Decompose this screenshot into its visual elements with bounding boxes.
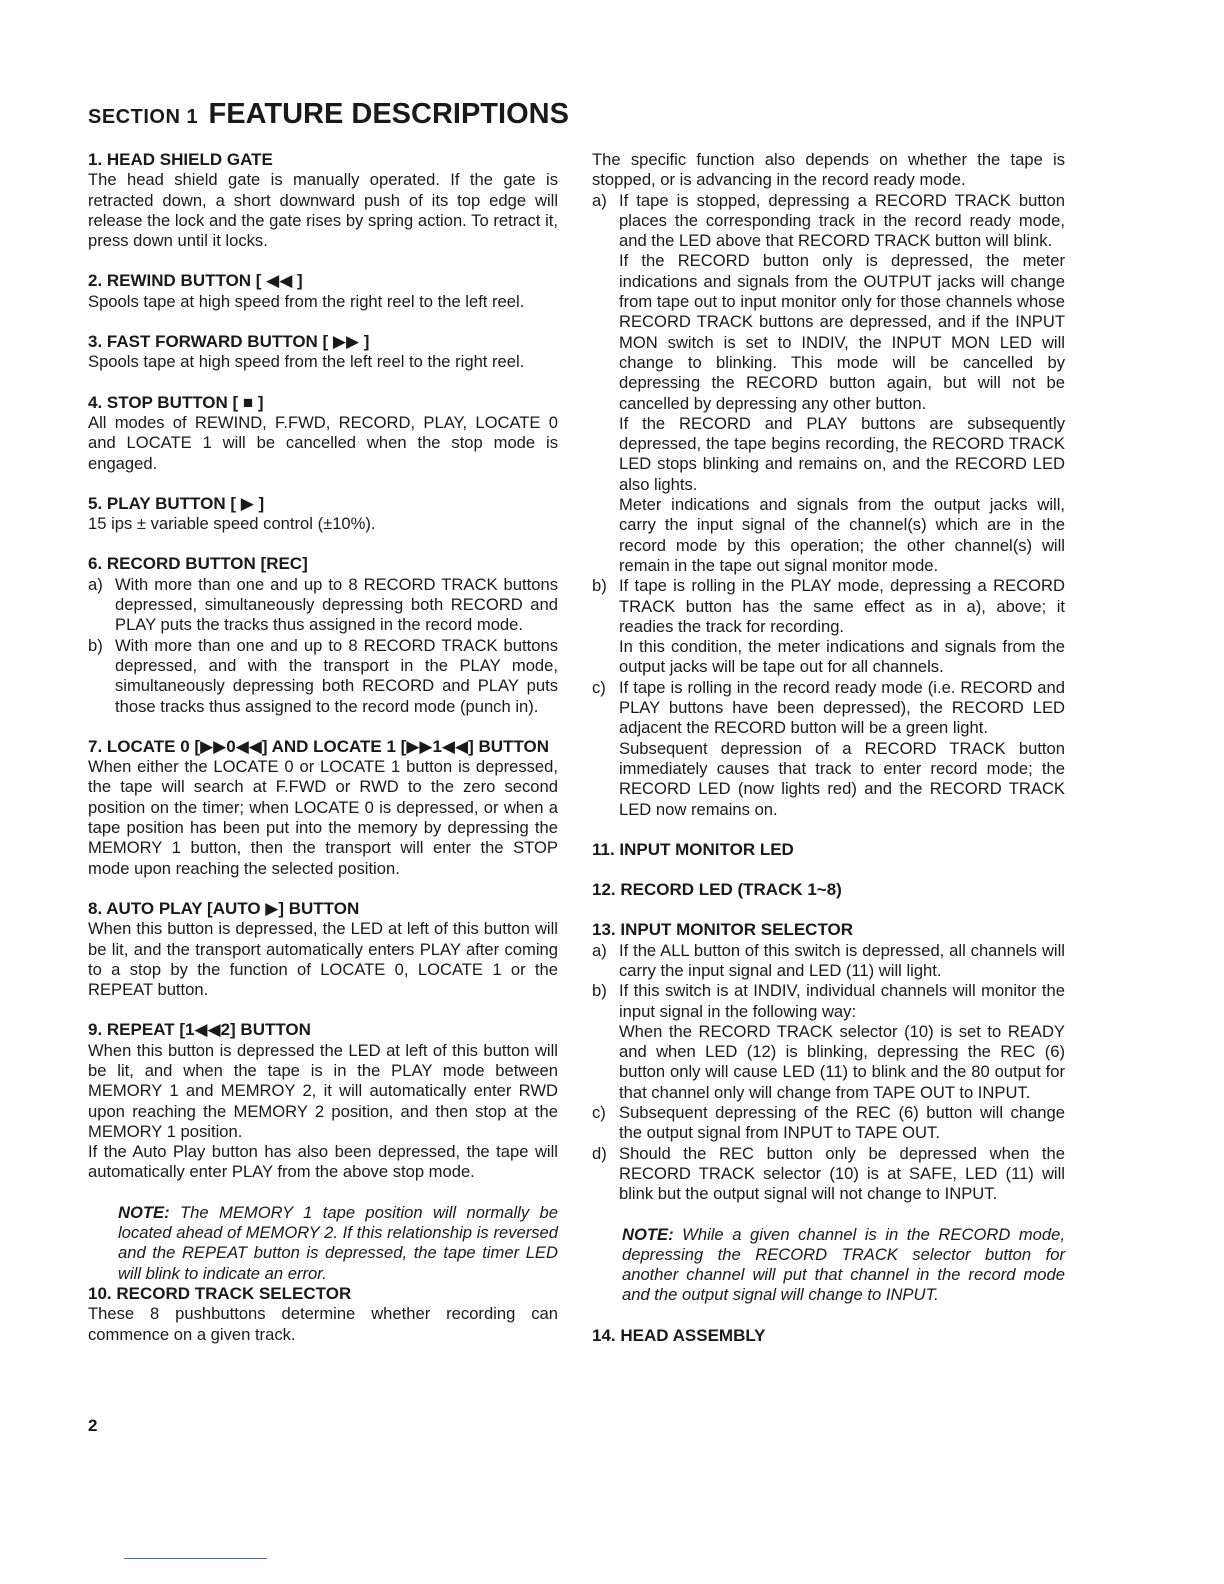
- section-body: When either the LOCATE 0 or LOCATE 1 button is depressed, the tape will search at F.FWD or RWD to the zero second position on the timer; when LOCATE 0 is depressed, or when a tape position has been put into the memory by depressing the MEMORY 1 button, then the transport will enter the STOP mode upon reaching the selected position.: [88, 757, 558, 878]
- section-heading: 4. STOP BUTTON [ ■ ]: [88, 392, 264, 412]
- section-heading: 13. INPUT MONITOR SELECTOR: [592, 920, 854, 940]
- list-item: [592, 941, 1065, 982]
- list-marker: b): [592, 981, 607, 1001]
- intro-text: The specific function also depends on whether the tape is stopped, or is advancing in the record ready mode.: [592, 150, 1065, 190]
- section-body: 15 ips ± variable speed control (±10%).: [88, 514, 376, 534]
- section-body: When this button is depressed, the LED at left of this button will be lit, and the transport automatically enters PLAY after coming to a stop by the function of LOCATE 0, LOCATE 1 or the REPEAT button.: [88, 919, 558, 1000]
- list-marker: a): [88, 574, 103, 594]
- section-locate-buttons: [88, 737, 558, 879]
- page-title: FEATURE DESCRIPTIONS: [208, 98, 569, 130]
- list-text: If tape is rolling in the PLAY mode, depressing a RECORD TRACK button has the same effect as in a), above; it readies the track for recording.: [619, 576, 1065, 636]
- right-column: [592, 150, 1065, 1346]
- list-item: [592, 981, 1065, 1022]
- note-text: While a given channel is in the RECORD mode, depressing the RECORD TRACK selector button for another channel will put that channel in the record mode and the output signal will change to INPUT.: [622, 1224, 1065, 1305]
- list-text: With more than one and up to 8 RECORD TRACK buttons depressed, simultaneously depressing both RECORD and PLAY puts the tracks thus assigned in the record mode.: [115, 574, 558, 635]
- list-marker: d): [592, 1143, 607, 1163]
- list-marker: b): [592, 576, 607, 596]
- list-item: [592, 191, 1065, 252]
- section-heading: 8. AUTO PLAY [AUTO ▶] BUTTON: [88, 898, 360, 918]
- list-continuation: Subsequent depression of a RECORD TRACK button immediately causes that track to enter record mode; the RECORD LED (now lights red) and the RECORD TRACK LED now remains on.: [619, 738, 1065, 819]
- section-body: Spools tape at high speed from the right reel to the left reel.: [88, 291, 525, 311]
- section-heading: 2. REWIND BUTTON [ ◀◀ ]: [88, 271, 303, 291]
- section-fast-forward-button: [88, 332, 558, 373]
- section-auto-play-button: [88, 899, 558, 1000]
- list-item: [592, 1103, 1065, 1144]
- list-item: [88, 636, 558, 717]
- list-text: If this switch is at INDIV, individual channels will monitor the input signal in the following way:: [619, 981, 1065, 1021]
- section-heading: 10. RECORD TRACK SELECTOR: [88, 1283, 352, 1303]
- section-record-track-selector: [88, 1284, 558, 1345]
- section-repeat-button: [88, 1020, 558, 1182]
- section-heading: 7. LOCATE 0 [▶▶0◀◀] AND LOCATE 1 [▶▶1◀◀] BUTTON: [88, 736, 549, 756]
- section-label: SECTION 1: [88, 106, 199, 128]
- note-label: NOTE:: [118, 1202, 170, 1222]
- section-head-shield-gate: [88, 150, 558, 251]
- list-marker: c): [592, 1103, 606, 1123]
- list-continuation: In this condition, the meter indications and signals from the output jacks will be tape out for all channels.: [619, 637, 1065, 677]
- section-body: These 8 pushbuttons determine whether recording can commence on a given track.: [88, 1304, 558, 1344]
- list-item: [88, 575, 558, 636]
- list-continuation: If the RECORD and PLAY buttons are subsequently depressed, the tape begins recording, the RECORD TRACK LED stops blinking and remains on, and the RECORD LED also lights.: [619, 413, 1065, 494]
- section-input-monitor-selector: [592, 920, 1065, 1204]
- page-number: 2: [88, 1416, 98, 1435]
- section-body: The head shield gate is manually operated. If the gate is retracted down, a short downward push of its top edge will release the lock and the gate rises by spring action. To retract it, press down until it locks.: [88, 170, 558, 251]
- section-heading: 9. REPEAT [1◀◀2] BUTTON: [88, 1020, 311, 1040]
- page-header: [88, 98, 569, 131]
- note: [118, 1203, 558, 1284]
- list-text: Should the REC button only be depressed when the RECORD TRACK selector (10) is at SAFE, LED (11) will blink but the output signal will not change to INPUT.: [619, 1143, 1065, 1204]
- list-text: With more than one and up to 8 RECORD TRACK buttons depressed, and with the transport in the PLAY mode, simultaneously depressing both RECORD and PLAY puts those tracks thus assigned to the record mode (punch in).: [115, 635, 558, 716]
- section-body: If the Auto Play button has also been depressed, the tape will automatically enter PLAY from the above stop mode.: [88, 1142, 558, 1182]
- list-marker: a): [592, 940, 607, 960]
- list-text: If tape is stopped, depressing a RECORD TRACK button places the corresponding track in the record ready mode, and the LED above that RECORD TRACK button will blink.: [619, 190, 1065, 251]
- list-item: [592, 678, 1065, 739]
- list-marker: b): [88, 635, 103, 655]
- section-heading: 3. FAST FORWARD BUTTON [ ▶▶ ]: [88, 332, 370, 352]
- left-column: [88, 150, 558, 1365]
- note-text: The MEMORY 1 tape position will normally be located ahead of MEMORY 2. If this relationship is reversed and the REPEAT button is depressed, the tape timer LED will blink to indicate an error.: [118, 1202, 558, 1283]
- list: [88, 575, 558, 717]
- section-head-assembly: 14. HEAD ASSEMBLY: [592, 1325, 766, 1345]
- list-text: If tape is rolling in the record ready mode (i.e. RECORD and PLAY buttons have been depressed), the RECORD LED adjacent the RECORD button will be a green light.: [619, 677, 1065, 738]
- list-item: [592, 576, 1065, 637]
- section-play-button: [88, 494, 558, 535]
- section-heading: 1. HEAD SHIELD GATE: [88, 150, 273, 169]
- section-record-led: 12. RECORD LED (TRACK 1~8): [592, 880, 842, 900]
- list-continuation: Meter indications and signals from the output jacks will, carry the input signal of the channel(s) which are in the record mode by this operation; the other channel(s) will remain in the tape out signal monitor mode.: [619, 495, 1065, 575]
- section-heading: 6. RECORD BUTTON [REC]: [88, 554, 308, 574]
- section-stop-button: [88, 393, 558, 474]
- list-item: [592, 1144, 1065, 1205]
- list-continuation: If the RECORD button only is depressed, the meter indications and signals from the OUTPUT jacks will change from tape out to input monitor only for those channels whose RECORD TRACK buttons are depressed, and if the INPUT MON switch is set to INDIV, the INPUT MON LED will change to blinking. This mode will be cancelled by depressing the RECORD button again, but will not be cancelled by depressing any other button.: [619, 251, 1065, 413]
- list-text: Subsequent depressing of the REC (6) button will change the output signal from INPUT to TAPE OUT.: [619, 1103, 1065, 1143]
- section-body: Spools tape at high speed from the left reel to the right reel.: [88, 352, 525, 372]
- list-continuation: When the RECORD TRACK selector (10) is set to READY and when LED (12) is blinking, depressing the REC (6) button only will cause LED (11) to blink and the 80 output for that channel only will change from TAPE OUT to INPUT.: [619, 1021, 1065, 1102]
- section-input-monitor-led: 11. INPUT MONITOR LED: [592, 839, 794, 859]
- footer-rule: [124, 1558, 267, 1559]
- section-heading: 5. PLAY BUTTON [ ▶ ]: [88, 493, 265, 513]
- list-marker: a): [592, 190, 607, 210]
- note-label: NOTE:: [622, 1224, 674, 1244]
- section-record-button: [88, 554, 558, 716]
- note: [622, 1225, 1065, 1306]
- list-text: If the ALL button of this switch is depressed, all channels will carry the input signal and LED (11) will light.: [619, 940, 1065, 980]
- list-marker: c): [592, 677, 606, 697]
- section-rewind-button: [88, 271, 558, 312]
- section-body: All modes of REWIND, F.FWD, RECORD, PLAY, LOCATE 0 and LOCATE 1 will be cancelled when the stop mode is engaged.: [88, 412, 558, 473]
- section-body: When this button is depressed the LED at left of this button will be lit, and when the tape is in the PLAY mode between MEMORY 1 and MEMROY 2, it will automatically enter RWD upon reaching the MEMORY 2 position, and then stop at the MEMORY 1 position.: [88, 1040, 558, 1141]
